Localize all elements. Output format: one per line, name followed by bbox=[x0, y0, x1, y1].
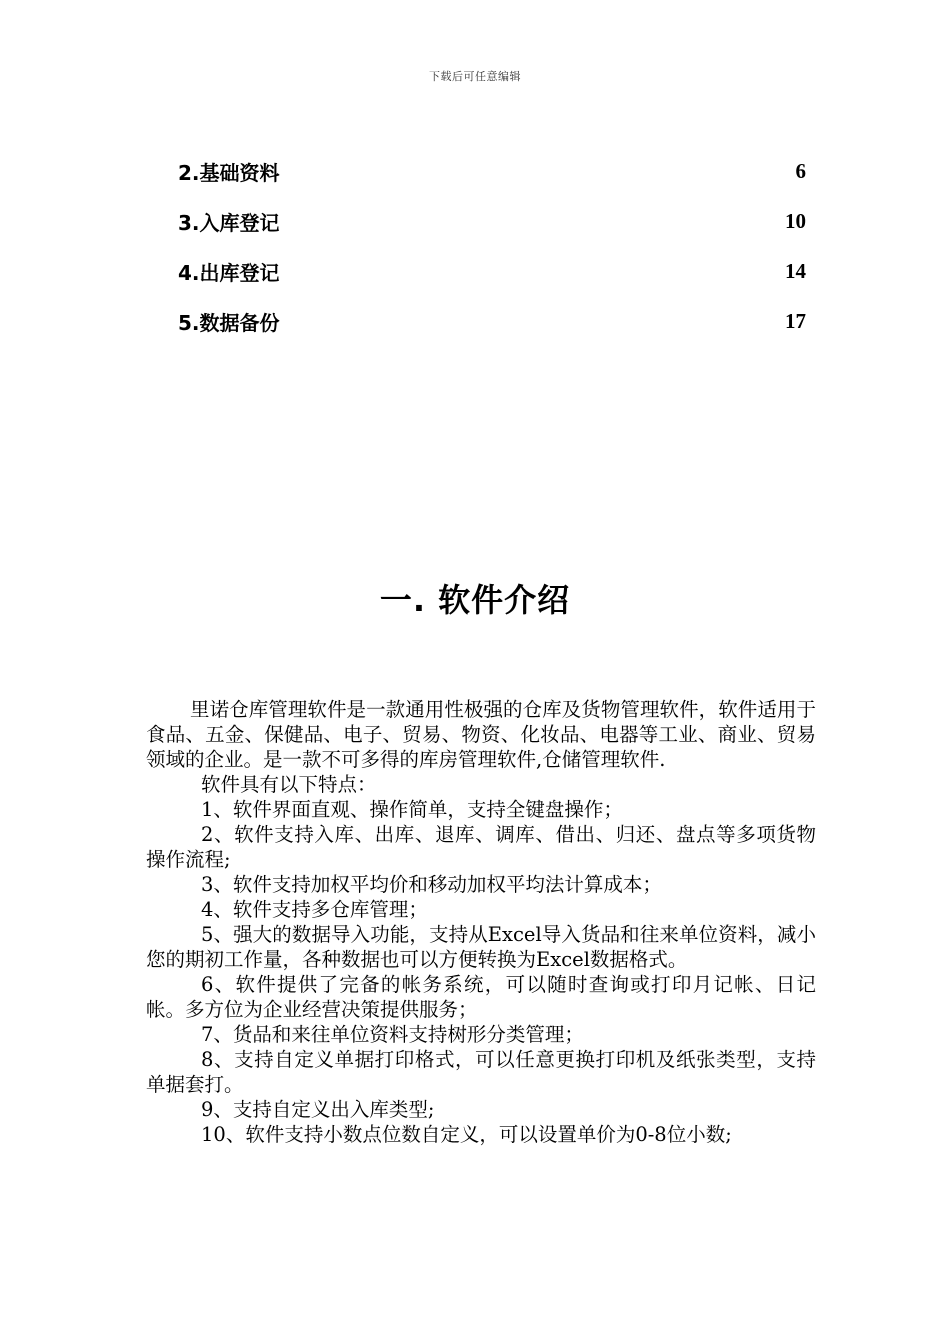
page-header-note: 下载后可任意编辑 bbox=[429, 70, 521, 83]
features-heading: 软件具有以下特点： bbox=[201, 773, 377, 796]
feature-item: 4、软件支持多仓库管理； bbox=[201, 898, 428, 921]
toc-entry-label: 4.出库登记 bbox=[178, 260, 280, 285]
feature-item: 6、软件提供了完备的帐务系统，可以随时查询或打印月记帐、日记帐。多方位为企业经营决策提供服务； bbox=[146, 973, 816, 1021]
toc-entry bbox=[178, 146, 806, 196]
feature-item: 3、软件支持加权平均价和移动加权平均法计算成本； bbox=[201, 873, 662, 896]
toc-entry bbox=[178, 296, 806, 346]
feature-item: 2、软件支持入库、出库、退库、调库、借出、归还、盘点等多项货物操作流程; bbox=[146, 823, 816, 871]
intro-paragraph: 里诺仓库管理软件是一款通用性极强的仓库及货物管理软件，软件适用于食品、五金、保健品、电子、贸易、物资、化妆品、电器等工业、商业、贸易领域的企业。是一款不可多得的库房管理软件,仓储管理软件. bbox=[146, 698, 816, 771]
toc-entry-page: 17 bbox=[785, 308, 806, 333]
feature-item: 5、强大的数据导入功能，支持从Excel导入货品和往来单位资料，减小您的期初工作量，各种数据也可以方便转换为Excel数据格式。 bbox=[146, 923, 816, 971]
table-of-contents bbox=[178, 146, 806, 346]
feature-item: 1、软件界面直观、操作简单，支持全键盘操作； bbox=[201, 798, 623, 821]
toc-entry bbox=[178, 246, 806, 296]
feature-item: 8、支持自定义单据打印格式，可以任意更换打印机及纸张类型，支持单据套打。 bbox=[146, 1048, 816, 1096]
toc-entry-label: 2.基础资料 bbox=[178, 160, 280, 185]
section-title: 一. 软件介绍 bbox=[379, 581, 571, 619]
toc-entry-page: 10 bbox=[785, 208, 806, 233]
toc-entry-label: 5.数据备份 bbox=[178, 310, 280, 335]
feature-item: 9、支持自定义出入库类型; bbox=[201, 1098, 435, 1121]
feature-item: 7、货品和来往单位资料支持树形分类管理； bbox=[201, 1023, 584, 1046]
toc-entry-page: 6 bbox=[795, 158, 806, 183]
toc-entry-page: 14 bbox=[785, 258, 806, 283]
toc-entry bbox=[178, 196, 806, 246]
body-text bbox=[146, 697, 816, 1147]
feature-item: 10、软件支持小数点位数自定义，可以设置单价为0-8位小数; bbox=[201, 1123, 732, 1146]
toc-entry-label: 3.入库登记 bbox=[178, 210, 280, 235]
